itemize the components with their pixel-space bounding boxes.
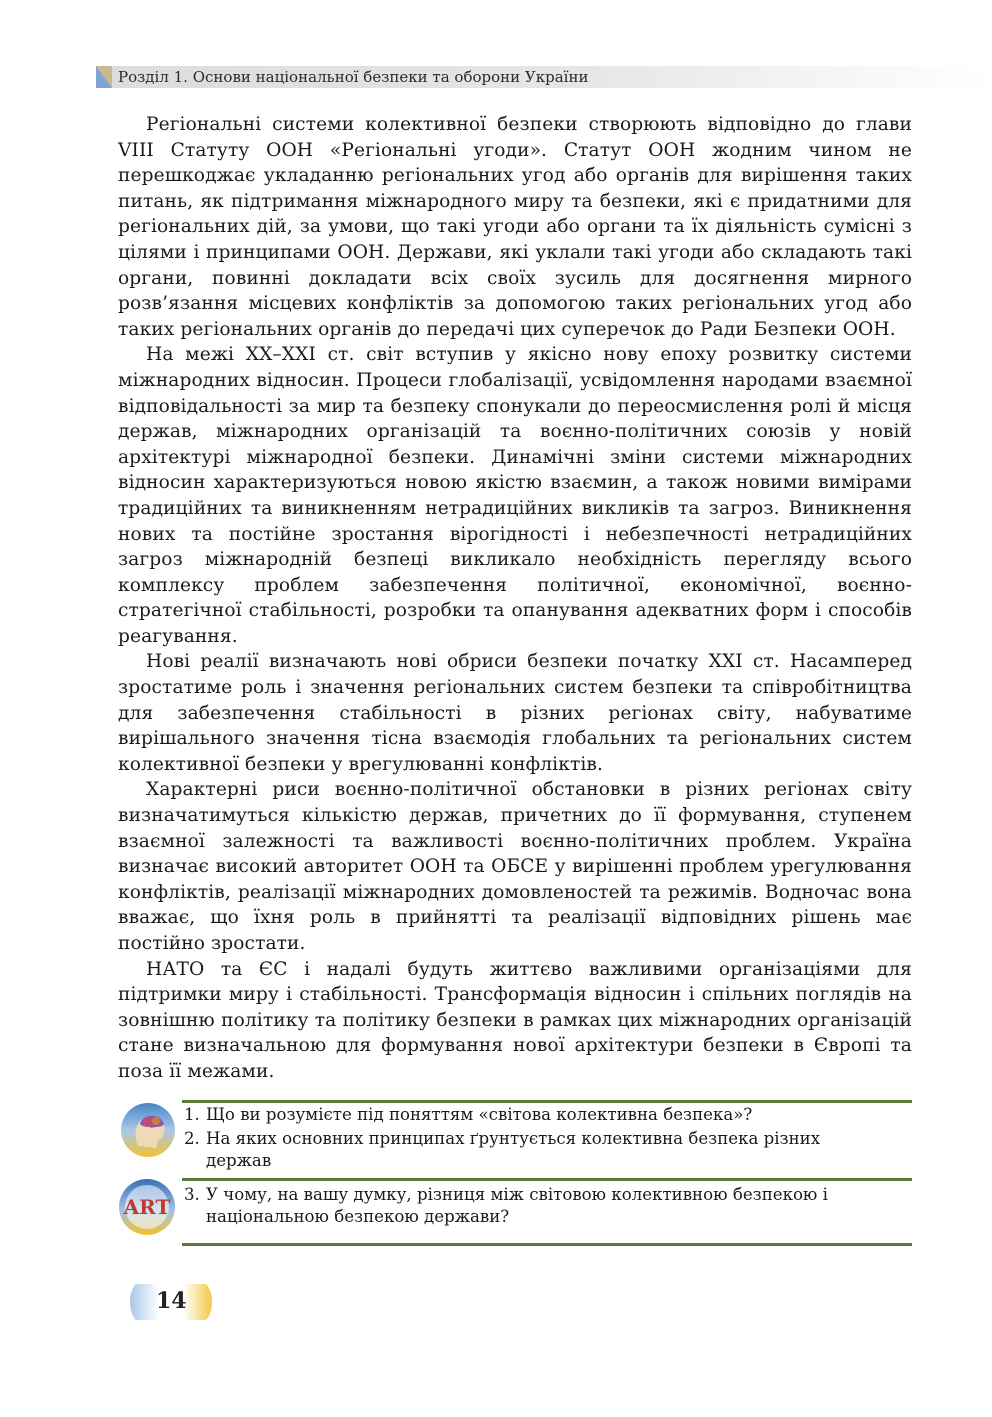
thinking-head-icon [120,1102,176,1158]
question-number: 1. [184,1105,200,1124]
question-text: На яких основних принципах ґрунтується колективна безпека різних [206,1129,821,1148]
running-header [96,66,992,88]
divider [182,1178,912,1181]
question-text-cont: національною безпекою держави? [206,1207,510,1226]
question-2 [184,1128,910,1172]
questions-section [118,1098,914,1250]
paragraph: НАТО та ЄС і надалі будуть життєво важливими організаціями для підтримки миру і стабільності. Трансформація відносин і спільних поглядів на зовнішню політику та політику безпеки в рамках цих міжнародних організацій стане визначальною для формування нової архітектури безпеки в Європі та поза її межами. [118,958,912,1082]
art-icon-label: ART [123,1195,171,1219]
question-text: У чому, на вашу думку, різниця між світовою колективною безпекою і [206,1185,828,1204]
page-number: 14 [156,1288,187,1314]
question-3 [184,1184,910,1228]
question-number: 3. [184,1185,200,1204]
page-number-badge [126,1282,216,1322]
question-text-cont: держав [206,1151,272,1170]
question-1 [184,1104,910,1126]
paragraph: На межі XX–XXI ст. світ вступив у якісно нову епоху розвитку системи міжнародних відносин. Процеси глобалізації, усвідомлення народами взаємної відповідальності за мир та безпеку спонукали до переосмислення ролі й місця держав, міжнародних організацій та воєнно-політичних союзів у новій архітектурі міжнародної безпеки. Динамічні зміни системи міжнародних відносин характеризуються новою якістю взаємин, а також новими вимірами традиційних та виникненням нетрадиційних викликів та загроз. Виникнення нових та постійне зростання вірогідності і небезпечності нетрадиційних загроз міжнародній безпеці викликало необхідність перегляду всього комплексу проблем забезпечення політичної, економічної, воєнно-стратегічної стабільності, розробки та опанування адекватних форм і способів реагування. [118,344,912,647]
header-title: Розділ 1. Основи національної безпеки та оборони України [118,68,589,86]
divider [182,1243,912,1246]
paragraph: Нові реалії визначають нові обриси безпеки початку XXI ст. Насамперед зростатиме роль і значення регіональних систем безпеки та співробітництва для забезпечення стабільності в різних регіонах світу, набуватиме вирішального значення тісна взаємодія глобальних та регіональних систем колективної безпеки у врегулюванні конфліктів. [118,651,912,775]
main-text [118,112,912,1085]
header-corner-mark [96,66,112,88]
question-number: 2. [184,1129,200,1148]
art-icon [118,1178,176,1236]
paragraph: Регіональні системи колективної безпеки створюють відповідно до глави VIII Статуту ООН «Регіональні угоди». Статут ООН жодним чином не перешкоджає укладанню регіональних угод або органів для вирішення таких питань, як підтримання міжнародного миру та безпеки, які є придатними для регіональних дій, за умови, що такі угоди або органи та їх діяльність сумісні з цілями і принципами ООН. Держави, які уклали такі угоди або складають такі органи, повинні докладати всіх своїх зусиль для досягнення мирного розв’язання місцевих конфліктів за допомогою таких регіональних угод або таких регіональних органів до передачі цих суперечок до Ради Безпеки ООН. [118,114,912,340]
question-text: Що ви розумієте під поняттям «світова колективна безпека»? [206,1105,753,1124]
paragraph: Характерні риси воєнно-політичної обстановки в різних регіонах світу визначатимуться кількістю держав, причетних до її формування, ступенем взаємної залежності та важливості воєнно-політичних проблем. Україна визначає високий авторитет ООН та ОБСЕ у вирішенні проблем урегулювання конфліктів, реалізації міжнародних домовленостей та режимів. Водночас вона вважає, що їхня роль в прийнятті та реалізації відповідних рішень має постійно зростати. [118,779,912,954]
divider [182,1100,912,1103]
